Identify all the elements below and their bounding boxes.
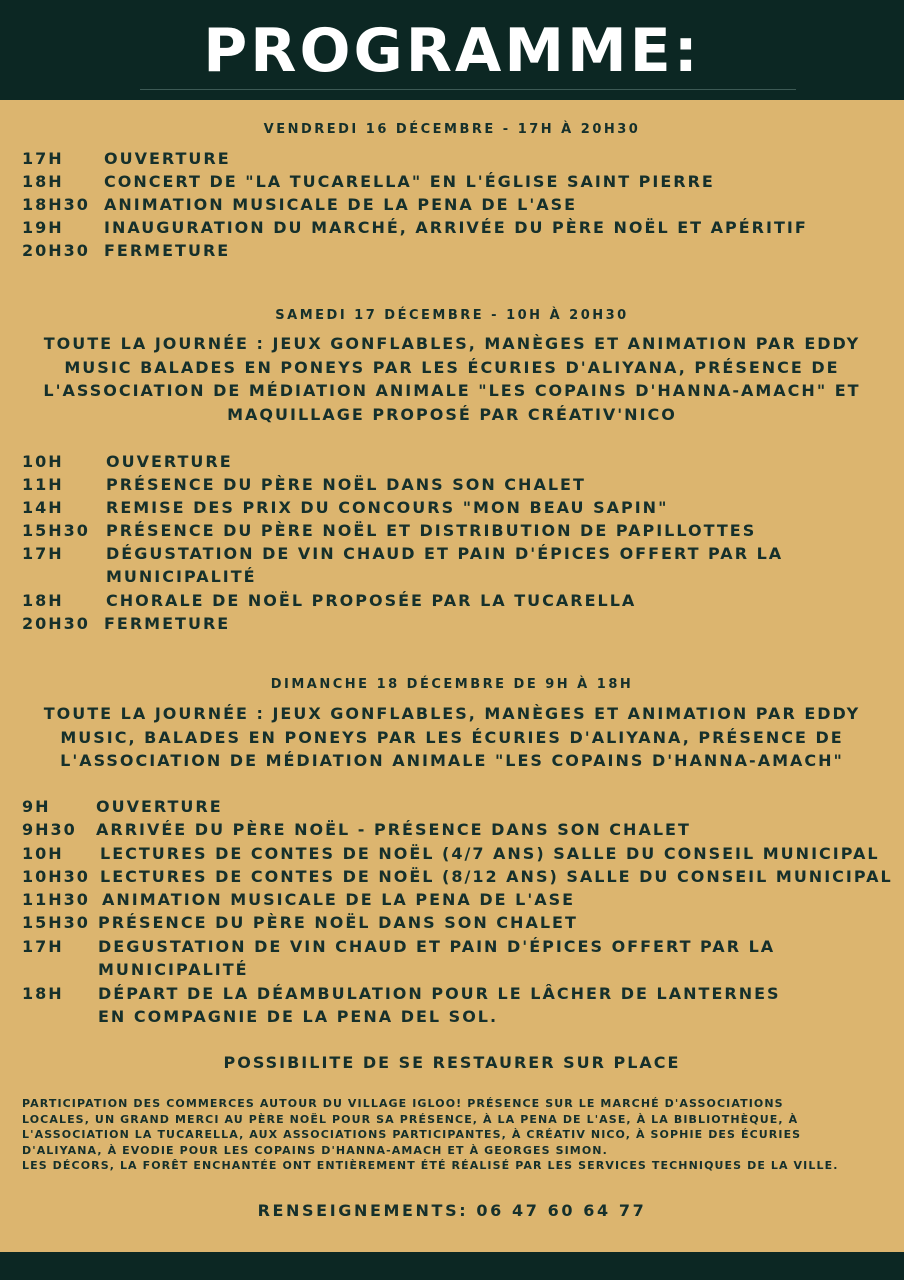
- item-time: 10H30: [22, 867, 90, 886]
- sunday-intro: [30, 702, 874, 773]
- item-desc-continued: EN COMPAGNIE DE LA PENA DEL SOL.: [98, 1007, 499, 1026]
- intro-line: L'ASSOCIATION DE MÉDIATION ANIMALE "LES COPAINS D'HANNA-AMACH": [60, 751, 844, 770]
- contact-info: RENSEIGNEMENTS: 06 47 60 64 77: [257, 1201, 647, 1220]
- intro-line: L'ASSOCIATION DE MÉDIATION ANIMALE "LES COPAINS D'HANNA-AMACH" ET: [43, 381, 861, 400]
- item-desc: OUVERTURE: [106, 452, 233, 471]
- thanks-paragraph: [22, 1096, 892, 1174]
- item-time: 18H: [22, 591, 64, 610]
- sunday-title: DIMANCHE 18 DÉCEMBRE DE 9H À 18H: [270, 677, 634, 692]
- item-desc: ANIMATION MUSICALE DE LA PENA DE L'ASE: [104, 195, 578, 214]
- item-desc: DÉGUSTATION DE VIN CHAUD ET PAIN D'ÉPICES OFFERT PAR LA: [106, 544, 784, 563]
- intro-line: TOUTE LA JOURNÉE : JEUX GONFLABLES, MANÈGES ET ANIMATION PAR EDDY: [43, 704, 861, 723]
- thanks-line: D'ALIYANA, À EVODIE POUR LES COPAINS D'HANNA-AMACH ET À GEORGES SIMON.: [22, 1143, 608, 1157]
- item-time: 15H30: [22, 913, 90, 932]
- header: [0, 0, 904, 100]
- saturday-title: SAMEDI 17 DÉCEMBRE - 10H À 20H30: [275, 308, 629, 323]
- item-desc: ARRIVÉE DU PÈRE NOËL - PRÉSENCE DANS SON CHALET: [96, 820, 691, 839]
- item-desc: LECTURES DE CONTES DE NOËL (8/12 ANS) SALLE DU CONSEIL MUNICIPAL: [100, 867, 893, 886]
- item-desc: OUVERTURE: [104, 149, 231, 168]
- item-desc: CONCERT DE "LA TUCARELLA" EN L'ÉGLISE SAINT PIERRE: [104, 172, 715, 191]
- item-desc: PRÉSENCE DU PÈRE NOËL DANS SON CHALET: [98, 913, 578, 932]
- item-time: 10H: [22, 844, 64, 863]
- item-desc-continued: MUNICIPALITÉ: [98, 960, 249, 979]
- item-desc: DÉPART DE LA DÉAMBULATION POUR LE LÂCHER DE LANTERNES: [98, 984, 781, 1003]
- item-desc: CHORALE DE NOËL PROPOSÉE PAR LA TUCARELLA: [106, 591, 637, 610]
- item-desc: FERMETURE: [104, 241, 231, 260]
- item-time: 18H: [22, 172, 64, 191]
- item-time: 18H: [22, 984, 64, 1003]
- thanks-line: PARTICIPATION DES COMMERCES AUTOUR DU VILLAGE IGLOO! PRÉSENCE SUR LE MARCHÉ D'ASSOCIATIONS: [22, 1097, 784, 1110]
- item-time: 11H30: [22, 890, 90, 909]
- item-time: 17H: [22, 544, 64, 563]
- item-time: 17H: [22, 937, 64, 956]
- intro-line: TOUTE LA JOURNÉE : JEUX GONFLABLES, MANÈGES ET ANIMATION PAR EDDY: [43, 334, 861, 353]
- item-desc: INAUGURATION DU MARCHÉ, ARRIVÉE DU PÈRE NOËL ET APÉRITIF: [104, 218, 808, 237]
- thanks-line: LES DÉCORS, LA FORÊT ENCHANTÉE ONT ENTIÈREMENT ÉTÉ RÉALISÉ PAR LES SERVICES TECHNIQUES DE LA VILLE.: [22, 1159, 839, 1172]
- header-divider: [140, 89, 796, 90]
- item-time: 15H30: [22, 521, 90, 540]
- item-desc: REMISE DES PRIX DU CONCOURS "MON BEAU SAPIN": [106, 498, 669, 517]
- page-title: PROGRAMME:: [203, 16, 701, 86]
- restauration-note: POSSIBILITE DE SE RESTAURER SUR PLACE: [223, 1053, 681, 1072]
- intro-line: MAQUILLAGE PROPOSÉ PAR CRÉATIV'NICO: [227, 404, 677, 424]
- item-time: 11H: [22, 475, 64, 494]
- item-desc: LECTURES DE CONTES DE NOËL (4/7 ANS) SALLE DU CONSEIL MUNICIPAL: [100, 844, 880, 863]
- item-time: 19H: [22, 218, 64, 237]
- item-desc: DEGUSTATION DE VIN CHAUD ET PAIN D'ÉPICES OFFERT PAR LA: [98, 937, 776, 956]
- item-time: 10H: [22, 452, 64, 471]
- item-desc: ANIMATION MUSICALE DE LA PENA DE L'ASE: [102, 890, 576, 909]
- thanks-line: L'ASSOCIATION LA TUCARELLA, AUX ASSOCIATIONS PARTICIPANTES, À CRÉATIV NICO, À SOPHIE DES ÉCURIES: [22, 1128, 802, 1141]
- footer-bar: [0, 1252, 904, 1280]
- intro-line: MUSIC BALADES EN PONEYS PAR LES ÉCURIES D'ALIYANA, PRÉSENCE DE: [64, 357, 840, 377]
- item-time: 17H: [22, 149, 64, 168]
- item-time: 20H30: [22, 241, 90, 260]
- saturday-intro: [30, 332, 874, 426]
- item-desc-continued: MUNICIPALITÉ: [106, 567, 257, 586]
- item-desc: PRÉSENCE DU PÈRE NOËL DANS SON CHALET: [106, 475, 586, 494]
- item-desc: FERMETURE: [104, 614, 231, 633]
- thanks-line: LOCALES, UN GRAND MERCI AU PÈRE NOËL POUR SA PRÉSENCE, À LA PENA DE L'ASE, À LA BIBLIOTHÈQUE, À: [22, 1112, 799, 1126]
- item-desc: OUVERTURE: [96, 797, 223, 816]
- item-desc: PRÉSENCE DU PÈRE NOËL ET DISTRIBUTION DE PAPILLOTTES: [106, 521, 757, 540]
- item-time: 14H: [22, 498, 64, 517]
- intro-line: MUSIC, BALADES EN PONEYS PAR LES ÉCURIES D'ALIYANA, PRÉSENCE DE: [60, 727, 844, 747]
- item-time: 18H30: [22, 195, 90, 214]
- item-time: 20H30: [22, 614, 90, 633]
- friday-title: VENDREDI 16 DÉCEMBRE - 17H À 20H30: [263, 122, 641, 137]
- item-time: 9H30: [22, 820, 77, 839]
- item-time: 9H: [22, 797, 51, 816]
